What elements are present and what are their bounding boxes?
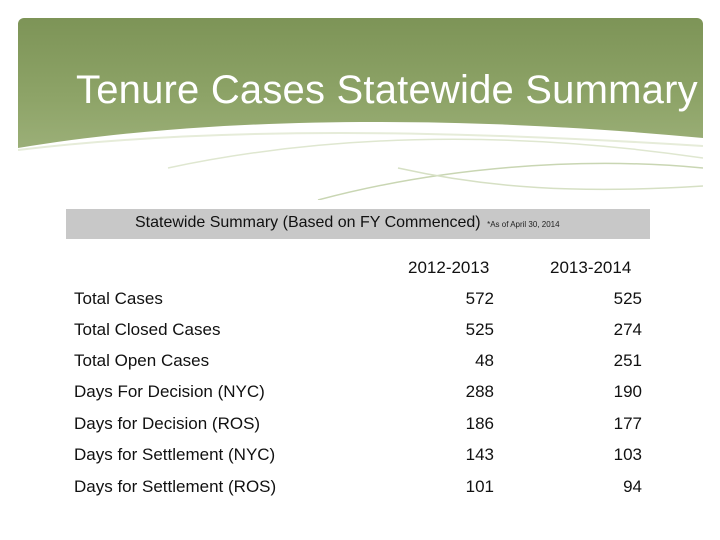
page-title: Tenure Cases Statewide Summary [76, 68, 698, 112]
cell-total-cases-2013-2014: 525 [613, 289, 642, 308]
row-label-total-closed-cases: Total Closed Cases [74, 320, 221, 339]
column-header-2012-2013: 2012-2013 [408, 258, 490, 277]
row-label-days-for-settlement-ros: Days for Settlement (ROS) [74, 477, 277, 496]
as-of-note: *As of April 30, 2014 [487, 220, 560, 229]
cell-days-for-decision-nyc-2012-2013: 288 [465, 382, 494, 401]
table-heading-text: Statewide Summary (Based on FY Commenced) [135, 214, 481, 231]
cell-total-open-cases-2012-2013: 48 [475, 351, 494, 370]
cell-days-for-settlement-ros-2013-2014: 94 [623, 477, 642, 496]
title-banner [18, 18, 703, 200]
row-label-total-open-cases: Total Open Cases [74, 351, 210, 370]
table-header-bar [66, 209, 650, 239]
cell-total-closed-cases-2012-2013: 525 [465, 320, 494, 339]
row-label-total-cases: Total Cases [74, 289, 163, 308]
cell-days-for-decision-nyc-2013-2014: 190 [613, 382, 642, 401]
row-label-days-for-decision-ros: Days for Decision (ROS) [74, 414, 261, 433]
cell-days-for-decision-ros-2013-2014: 177 [613, 414, 642, 433]
column-header-2013-2014: 2013-2014 [550, 258, 632, 277]
cell-total-cases-2012-2013: 572 [465, 289, 494, 308]
cell-days-for-settlement-nyc-2013-2014: 103 [613, 445, 642, 464]
cell-days-for-decision-ros-2012-2013: 186 [465, 414, 494, 433]
table-heading [135, 214, 560, 232]
cell-days-for-settlement-nyc-2012-2013: 143 [465, 445, 494, 464]
cell-total-closed-cases-2013-2014: 274 [613, 320, 642, 339]
cell-days-for-settlement-ros-2012-2013: 101 [465, 477, 494, 496]
cell-total-open-cases-2013-2014: 251 [613, 351, 642, 370]
row-label-days-for-settlement-nyc: Days for Settlement (NYC) [74, 445, 276, 464]
row-label-days-for-decision-nyc: Days For Decision (NYC) [74, 382, 265, 401]
